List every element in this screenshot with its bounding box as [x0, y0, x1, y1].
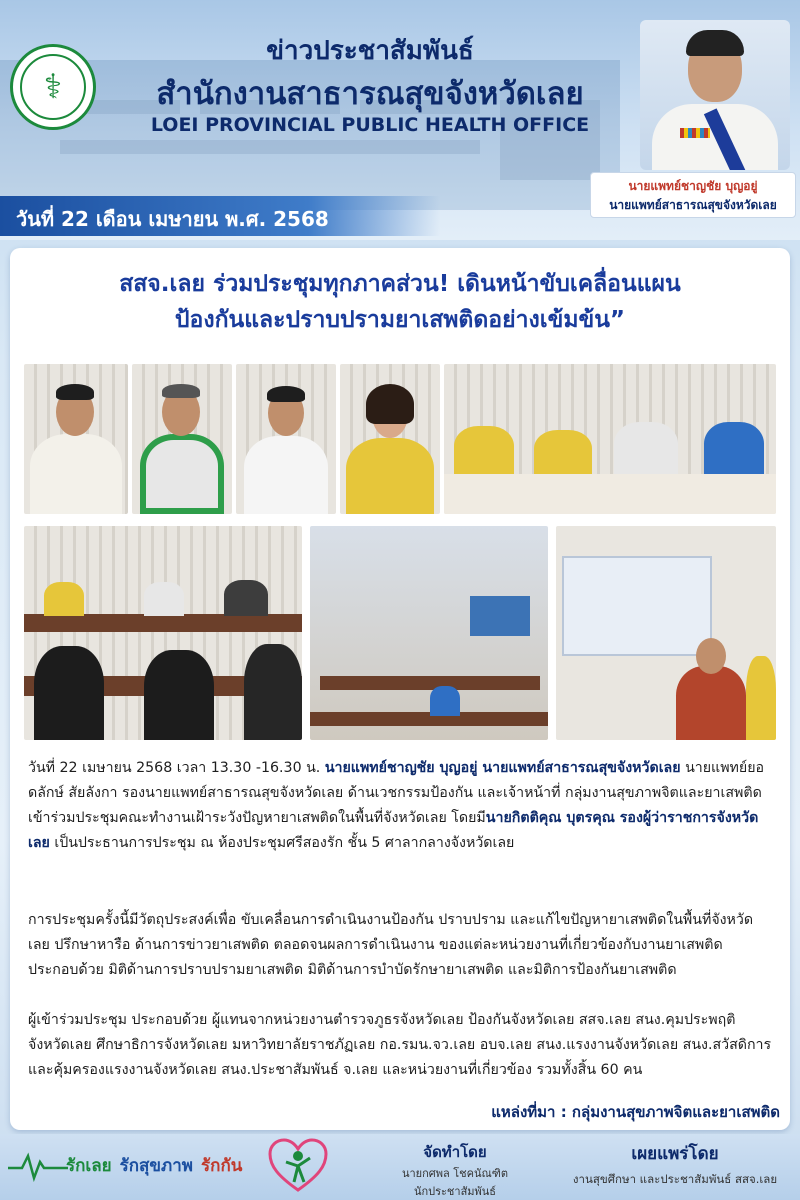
slogan-love-health: รักสุขภาพ [119, 1156, 194, 1176]
source-credit: แหล่งที่มา : กลุ่มงานสุขภาพจิตและยาเสพติด [491, 1103, 780, 1121]
paragraph-3: ผู้เข้าร่วมประชุม ประกอบด้วย ผู้แทนจากหน่วยงานตำรวจภูธรจังหวัดเลย ป้องกันจังหวัดเลย สสจ.เลย สนง.คุมประพฤติจังหวัดเลย ศึกษาธิการจังหวัดเลย มหาวิทยาลัยราชภัฏเลย กอ.รมน.จว.เลย อบจ.เลย สนง.แรงงานจังหวัดเลย สนง.สวัสดิการและคุ้มครองแรงงานจังหวัดเลย สนง.ประชาสัมพันธ์ จ.เลย และหน่วยงานที่เกี่ยวข้อง รวมทั้งสิ้น 60 คน [28, 1012, 772, 1078]
chairman-name-highlight: นายกิตติคุณ บุตรคุณ รองผู้ว่าราชการจังหวัดเลย [28, 810, 759, 851]
photo-presentation-screen [556, 526, 776, 740]
photo-meeting-wide [24, 526, 302, 740]
published-by-name: งานสุขศึกษา และประชาสัมพันธ์ สสจ.เลย [572, 1172, 778, 1186]
paragraph-2: การประชุมครั้งนี้มีวัตถุประสงค์เพื่อ ขับเคลื่อนการดำเนินงานป้องกัน ปราบปราม และแก้ไขปัญหายาเสพติดในพื้นที่จังหวัดเลย ปรึกษาหารือ ด้านการข่าวยาเสพติด ตลอดจนผลการดำเนินงาน ของแต่ละหน่วยงานที่เกี่ยวข้องกับงานยาเสพติด ประกอบด้วย มิติด้านการปราบปรามยาเสพติด มิติด้านการบำบัดรักษายาเสพติด และมิติการป้องกันยาเสพติด [28, 912, 754, 978]
published-by-heading: เผยแพร่โดย [631, 1144, 719, 1164]
director-name-highlight: นายแพทย์ชาญชัย บุญอยู่ นายแพทย์สาธารณสุขจังหวัดเลย [324, 760, 681, 776]
slogan-love-each-other: รักกัน [201, 1156, 243, 1176]
published-by-block [560, 1140, 790, 1189]
slogan-love-loei: รักเลย [66, 1156, 112, 1176]
heartbeat-icon [8, 1152, 68, 1182]
headline-line2: ป้องกันและปราบปรามยาเสพติดอย่างเข้มข้น” [174, 307, 626, 333]
photo-official-vest [132, 364, 232, 514]
office-name-thai: สำนักงานสาธารณสุขจังหวัดเลย [156, 76, 584, 112]
header-banner [0, 0, 800, 240]
photo-deputy-governor [24, 364, 128, 514]
paragraph-1 [28, 756, 772, 856]
photo-meeting-room [310, 526, 548, 740]
headline [30, 266, 770, 338]
photo-meeting-table-1 [444, 364, 776, 514]
made-by-name: นายกศพล โชคนัณฑิต [401, 1167, 508, 1180]
photo-deputy-doctor [236, 364, 336, 514]
slogan [66, 1152, 242, 1179]
director-portrait [640, 20, 790, 170]
made-by-block [380, 1140, 530, 1200]
made-by-heading: จัดทำโดย [423, 1143, 487, 1161]
paragraph-1-text: นายแพทย์ยอดลักษ์ สัยลังกา รองนายแพทย์สาธารณสุขจังหวัดเลย ด้านเวชกรรมป้องกัน และเจ้าหน้าที่ กลุ่มงานสุขภาพจิตและยาเสพติด เข้าร่วมประชุมคณะทำงานเฝ้าระวังปัญหายาเสพติดในพื้นที่จังหวัดเลย โดยมี [28, 760, 765, 826]
portrait-name: นายแพทย์ชาญชัย บุญอยู่ [628, 179, 758, 193]
news-label: ข่าวประชาสัมพันธ์ [266, 36, 474, 66]
paragraph-1-tail: เป็นประธานการประชุม ณ ห้องประชุมศรีสองรัก ชั้น 5 ศาลากลางจังหวัดเลย [49, 835, 515, 851]
date-bar: วันที่ 22 เดือน เมษายน พ.ศ. 2568 [0, 196, 440, 236]
headline-line1: สสจ.เลย ร่วมประชุมทุกภาคส่วน! เดินหน้าขับเคลื่อนแผน [119, 271, 681, 297]
news-card [10, 248, 790, 1130]
meeting-datetime: วันที่ 22 เมษายน 2568 เวลา 13.30 -16.30 น. [28, 760, 325, 776]
ministry-logo-icon: ⚕ [10, 44, 96, 130]
portrait-title: นายแพทย์สาธารณสุขจังหวัดเลย [609, 198, 777, 212]
footer-bar [0, 1134, 800, 1200]
heart-figure-icon [268, 1138, 328, 1194]
photo-staff-yellow [340, 364, 440, 514]
office-name-english: LOEI PROVINCIAL PUBLIC HEALTH OFFICE [150, 114, 590, 136]
made-by-role: นักประชาสัมพันธ์ [413, 1185, 497, 1198]
portrait-caption [590, 172, 796, 218]
